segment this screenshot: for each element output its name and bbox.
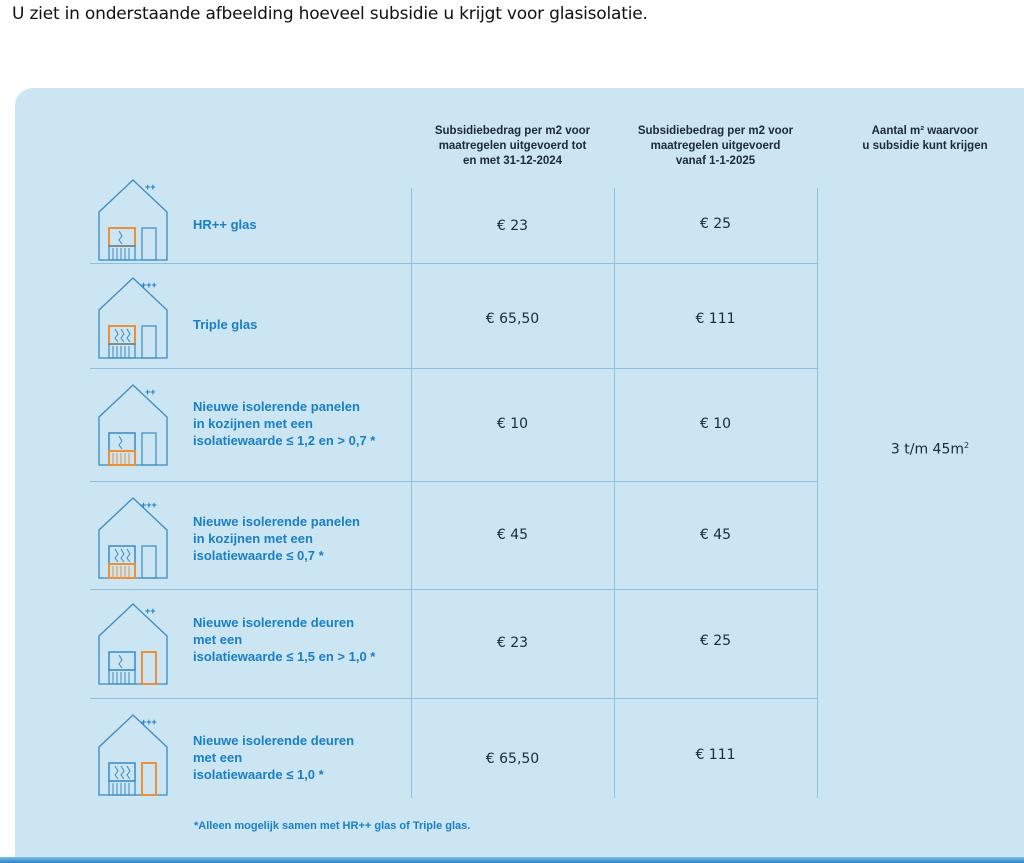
panel-bottom-border xyxy=(0,857,1024,863)
table-row xyxy=(90,172,817,263)
header-area xyxy=(830,124,1020,154)
amount-from-2025: € 111 xyxy=(695,311,736,327)
svg-text:++: ++ xyxy=(145,387,156,397)
label-line: met een xyxy=(193,750,243,765)
label-line: Nieuwe isolerende deuren xyxy=(193,733,355,748)
amount-from-2025: € 111 xyxy=(695,747,736,763)
amount-from-2025: € 45 xyxy=(699,527,732,543)
header-line: Subsidiebedrag per m2 voor xyxy=(637,125,794,137)
table-row xyxy=(90,590,817,698)
intro-text: U ziet in onderstaande afbeelding hoeveel subsidie u krijgt voor glasisolatie. xyxy=(12,4,648,24)
amount-until-2024: € 65,50 xyxy=(485,751,540,767)
footnote: *Alleen mogelijk samen met HR++ glas of Triple glas. xyxy=(194,820,471,832)
amount-until-2024: € 65,50 xyxy=(485,311,540,327)
label-line: Nieuwe isolerende panelen xyxy=(193,514,360,529)
label-line: isolatiewaarde ≤ 0,7 * xyxy=(193,548,324,563)
label-line: isolatiewaarde ≤ 1,5 en > 1,0 * xyxy=(193,649,376,664)
header-from-2025 xyxy=(614,124,817,169)
label-line: isolatiewaarde ≤ 1,0 * xyxy=(193,767,324,782)
area-unit-superscript: 2 xyxy=(964,441,970,450)
header-line: Aantal m² waarvoor xyxy=(871,125,979,137)
label-line: met een xyxy=(193,632,243,647)
house-door-icon xyxy=(95,711,171,797)
measure-label xyxy=(193,614,413,665)
table-row xyxy=(90,699,817,799)
amount-from-2025: € 25 xyxy=(699,633,732,649)
amount-until-2024: € 23 xyxy=(496,635,529,651)
table-row xyxy=(90,482,817,589)
label-line: in kozijnen met een xyxy=(193,416,313,431)
measure-label xyxy=(193,216,413,233)
label-line: Nieuwe isolerende deuren xyxy=(193,615,355,630)
table-row xyxy=(90,369,817,481)
house-hr-plus-plus-glass-icon xyxy=(95,176,171,262)
label-line: Nieuwe isolerende panelen xyxy=(193,399,360,414)
amount-until-2024: € 23 xyxy=(496,218,529,234)
svg-text:+++: +++ xyxy=(141,500,157,510)
measure-label xyxy=(193,732,413,783)
header-line: maatregelen uitgevoerd tot xyxy=(438,140,587,152)
header-line: vanaf 1-1-2025 xyxy=(675,155,756,167)
svg-text:++: ++ xyxy=(145,606,156,616)
area-range-text: 3 t/m 45m xyxy=(890,441,964,458)
header-line: maatregelen uitgevoerd xyxy=(650,140,781,152)
house-panel-icon xyxy=(95,494,171,580)
house-panel-icon xyxy=(95,381,171,467)
amount-until-2024: € 45 xyxy=(496,527,529,543)
area-range xyxy=(845,441,1015,458)
table-row xyxy=(90,264,817,368)
amount-from-2025: € 25 xyxy=(699,216,732,232)
house-triple-glass-icon xyxy=(95,274,171,360)
label-line: HR++ glas xyxy=(193,217,257,232)
measure-label xyxy=(193,316,413,333)
header-line: en met 31-12-2024 xyxy=(462,155,563,167)
measure-label xyxy=(193,398,413,449)
house-door-icon xyxy=(95,600,171,686)
amount-until-2024: € 10 xyxy=(496,416,529,432)
label-line: isolatiewaarde ≤ 1,2 en > 0,7 * xyxy=(193,433,376,448)
svg-text:+++: +++ xyxy=(141,280,157,290)
amount-from-2025: € 10 xyxy=(699,416,732,432)
header-line: u subsidie kunt krijgen xyxy=(862,140,988,152)
label-line: in kozijnen met een xyxy=(193,531,313,546)
header-until-2024 xyxy=(411,124,614,169)
label-line: Triple glas xyxy=(193,317,258,332)
measure-label xyxy=(193,513,413,564)
header-line: Subsidiebedrag per m2 voor xyxy=(434,125,591,137)
column-divider xyxy=(817,188,818,798)
svg-text:++: ++ xyxy=(145,182,156,192)
svg-text:+++: +++ xyxy=(141,717,157,727)
